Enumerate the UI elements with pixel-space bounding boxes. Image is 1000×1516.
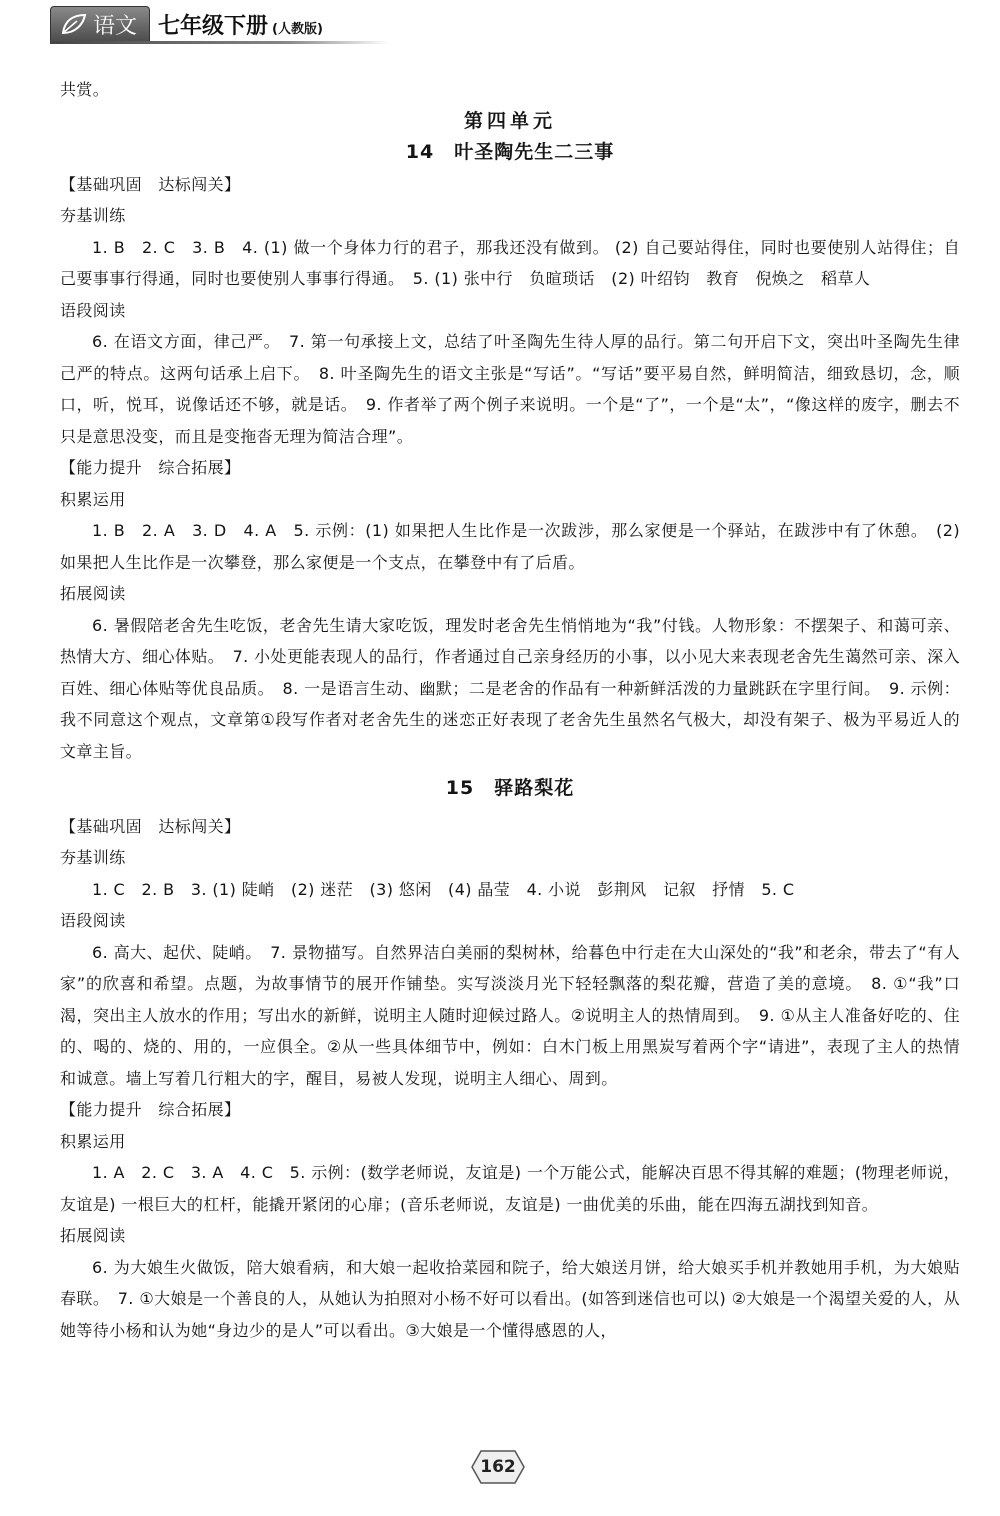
answer-paragraph: 6. 为大娘生火做饭，陪大娘看病，和大娘一起收拾菜园和院子，给大娘送月饼，给大娘买手机并教她用手机，为大娘贴春联。 7. ①大娘是一个善良的人，从她认为拍照对小杨不好可以看出。(如答到迷信也可以) ②大娘是一个渴望关爱的人，从她等待小杨和认为她“身边少的是人”可以看出。③大娘是一个懂得感恩的人， (60, 1257, 960, 1340)
section-bracket: 【能力提升 综合拓展】 (60, 1100, 241, 1119)
section-bracket: 【能力提升 综合拓展】 (60, 458, 241, 477)
unit-title: 第四单元 (463, 109, 556, 132)
subsection-heading: 拓展阅读 (60, 1226, 126, 1245)
answer-paragraph: 1. B 2. A 3. D 4. A 5. 示例：(1) 如果把人生比作是一次跋涉，那么家便是一个驿站，在跋涉中有了休憩。 (2) 如果把人生比作是一次攀登，那么家便是一个支点，在攀登中有了后盾。 (60, 521, 960, 572)
lesson-title: 15 驿路梨花 (445, 777, 575, 799)
subsection-heading: 拓展阅读 (60, 584, 126, 603)
text-line: 共赏。 (60, 80, 110, 99)
subsection-heading: 夯基训练 (60, 206, 126, 225)
page-header (50, 6, 323, 42)
subsection-heading: 语段阅读 (60, 300, 126, 320)
subject-tab (50, 6, 150, 42)
page-number (471, 1450, 525, 1484)
lesson-title: 14 叶圣陶先生二三事 (405, 141, 615, 163)
answer-paragraph: 6. 高大、起伏、陡峭。 7. 景物描写。自然界洁白美丽的梨树林，给暮色中行走在大山深处的“我”和老余，带去了“有人家”的欣喜和希望。点题，为故事情节的展开作铺垫。实写淡淡月光下轻轻飘落的梨花瓣，营造了美的意境。 8. ①“我”口渴，突出主人放水的作用；写出水的新鲜，说明主人随时迎候过路人。②说明主人的热情周到。 9. ①从主人准备好吃的、住的、喝的、烧的、用的，一应俱全。②从一些具体细节中，例如：白木门板上用黑炭写着两个字“请进”，表现了主人的热情和诚意。墙上写着几行粗大的字，醒目，易被人发现，说明主人细心、周到。 (60, 942, 960, 1088)
header-rule (50, 41, 390, 44)
answer-paragraph: 1. A 2. C 3. A 4. C 5. 示例：(数学老师说，友谊是) 一个万能公式，能解决百思不得其解的难题；(物理老师说，友谊是) 一根巨大的杠杆，能撬开紧闭的心扉；(音乐老师说，友谊是) 一曲优美的乐曲，能在四海五湖找到知音。 (60, 1163, 960, 1214)
section-bracket: 【基础巩固 达标闯关】 (60, 174, 241, 194)
answer-paragraph: 1. B 2. C 3. B 4. (1) 做一个身体力行的君子，那我还没有做到。 (2) 自己要站得住，同时也要使别人站得住；自己要事事行得通，同时也要使别人事事行得通。 5. (1) 张中行 负暄琐话 (2) 叶绍钧 教育 倪焕之 稻草人 (60, 237, 960, 288)
subsection-heading: 夯基训练 (60, 848, 126, 867)
subsection-heading: 积累运用 (60, 1131, 126, 1151)
book-title-text: 七年级下册 (158, 13, 269, 39)
subject-label: 语文 (93, 13, 138, 39)
subsection-heading: 积累运用 (60, 489, 126, 509)
page-number-text: 162 (480, 1457, 516, 1477)
book-title (158, 9, 323, 40)
section-bracket: 【基础巩固 达标闯关】 (60, 816, 241, 836)
leaf-icon (61, 13, 87, 35)
answer-content (60, 74, 960, 1346)
subsection-heading: 语段阅读 (60, 911, 126, 930)
edition-label: (人教版) (272, 21, 323, 37)
answer-paragraph: 6. 在语文方面，律己严。 7. 第一句承接上文，总结了叶圣陶先生待人厚的品行。第二句开启下文，突出叶圣陶先生律己严的特点。这两句话承上启下。 8. 叶圣陶先生的语文主张是“写话”。“写话”要平易自然，鲜明简洁，细致恳切，念，顺口，听，悦耳，说像话还不够，就是话。 9. 作者举了两个例子来说明。一个是“了”，一个是“太”，“像这样的废字，删去不只是意思没变，而且是变拖沓无理为简洁合理”。 (60, 332, 960, 446)
answer-paragraph: 6. 暑假陪老舍先生吃饭，老舍先生请大家吃饭，理发时老舍先生悄悄地为“我”付钱。人物形象：不摆架子、和蔼可亲、热情大方、细心体贴。 7. 小处更能表现人的品行，作者通过自己亲身经历的小事，以小见大来表现老舍先生蔼然可亲、深入百姓、细心体贴等优良品质。 8. 一是语言生动、幽默；二是老舍的作品有一种新鲜活泼的力量跳跃在字里行间。 9. 示例：我不同意这个观点，文章第①段写作者对老舍先生的迷恋正好表现了老舍先生虽然名气极大，却没有架子、极为平易近人的文章主旨。 (60, 615, 960, 761)
answer-paragraph: 1. C 2. B 3. (1) 陡峭 (2) 迷茫 (3) 悠闲 (4) 晶莹 4. 小说 彭荆风 记叙 抒情 5. C (92, 879, 795, 899)
